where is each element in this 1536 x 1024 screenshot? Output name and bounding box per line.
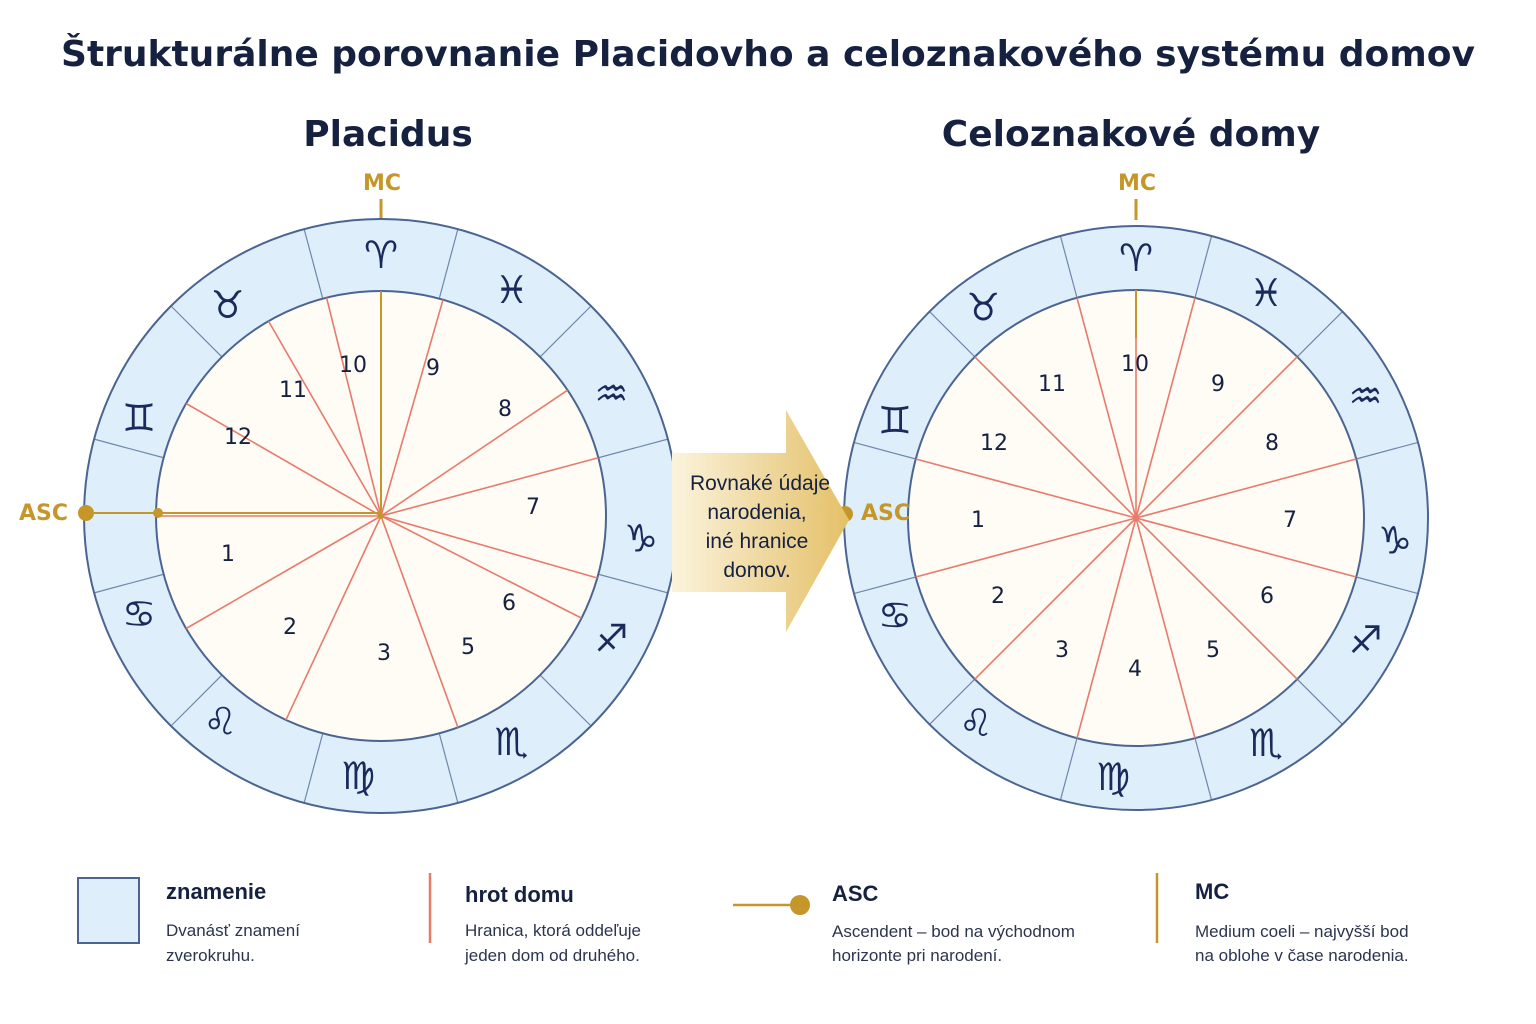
- legend-title-cusp: hrot domu: [465, 882, 574, 907]
- sign-swatch: [78, 878, 139, 943]
- legend-item-mc: [1157, 873, 1409, 965]
- zodiac-sign-glyph: ♑: [1377, 518, 1413, 563]
- house-number: 12: [224, 425, 252, 450]
- whole-sign-chart: [837, 114, 1428, 810]
- legend-desc-sign-2: zverokruhu.: [166, 946, 255, 965]
- zodiac-sign-glyph: ♒: [594, 371, 629, 416]
- house-number: 7: [526, 495, 540, 520]
- legend-desc-mc-2: na oblohe v čase narodenia.: [1195, 946, 1409, 965]
- legend: [78, 873, 1409, 965]
- legend-title-sign: znamenie: [166, 879, 267, 904]
- legend-desc-asc-1: Ascendent – bod na východnom: [832, 922, 1075, 941]
- zodiac-sign-glyph: ♌: [958, 700, 993, 745]
- zodiac-sign-glyph: ♋: [877, 593, 912, 638]
- chart-center: [378, 513, 384, 519]
- house-number: 9: [1211, 372, 1225, 397]
- zodiac-sign-glyph: ♏: [494, 720, 529, 765]
- house-number: 10: [1121, 352, 1149, 377]
- house-number: 3: [377, 641, 391, 666]
- zodiac-sign-glyph: ♐: [1348, 618, 1383, 663]
- arrow-text-line-4: domov.: [723, 559, 791, 582]
- house-number: 9: [426, 356, 440, 381]
- house-number: 5: [461, 635, 475, 660]
- house-number: 5: [1206, 638, 1220, 663]
- house-number: 8: [498, 397, 512, 422]
- placidus-chart: [19, 114, 678, 813]
- house-number: 11: [279, 378, 307, 403]
- arrow-text-line-1: Rovnaké údaje: [689, 472, 831, 495]
- zodiac-sign-glyph: ♓: [1248, 270, 1284, 315]
- legend-desc-cusp-2: jeden dom od druhého.: [465, 946, 640, 965]
- zodiac-sign-glyph: ♐: [594, 616, 629, 661]
- zodiac-sign-glyph: ♈: [1118, 236, 1154, 280]
- house-number: 4: [1128, 657, 1142, 682]
- zodiac-sign-glyph: ♏: [1248, 721, 1284, 766]
- asc-label: ASC: [861, 501, 911, 526]
- zodiac-sign-glyph: ♉: [210, 282, 245, 327]
- zodiac-sign-glyph: ♊: [877, 398, 912, 443]
- zodiac-sign-glyph: ♌: [203, 699, 238, 744]
- legend-desc-cusp-1: Hranica, ktorá oddeľuje: [465, 921, 642, 940]
- legend-item-cusp: [430, 873, 641, 965]
- house-number: 1: [221, 542, 235, 567]
- zodiac-sign-glyph: ♍: [1096, 755, 1131, 800]
- house-number: 1: [971, 508, 985, 533]
- house-number: 8: [1265, 431, 1279, 456]
- main-title: Štrukturálne porovnanie Placidovho a celoznakového systému domov: [61, 34, 1475, 75]
- asc-point: [153, 508, 163, 518]
- house-number: 12: [980, 431, 1008, 456]
- asc-label: ASC: [19, 501, 69, 526]
- arrow-text-line-3: iné hranice: [705, 530, 809, 553]
- mc-label: MC: [1117, 171, 1157, 196]
- zodiac-sign-glyph: ♈: [363, 233, 399, 277]
- legend-desc-asc-2: horizonte pri narodení.: [832, 946, 1003, 965]
- zodiac-sign-glyph: ♋: [121, 591, 157, 636]
- asc-point: [78, 505, 94, 521]
- zodiac-sign-glyph: ♍: [341, 754, 376, 799]
- zodiac-sign-glyph: ♒: [1348, 373, 1383, 418]
- zodiac-sign-glyph: ♑: [623, 516, 659, 561]
- house-number: 6: [502, 591, 516, 616]
- legend-desc-sign-1: Dvanásť znamení: [166, 921, 300, 940]
- legend-item-asc: [733, 881, 1075, 965]
- zodiac-sign-glyph: ♊: [121, 396, 157, 441]
- transition-arrow: [672, 410, 849, 632]
- zodiac-sign-glyph: ♉: [966, 285, 1001, 330]
- house-number: 2: [283, 615, 297, 640]
- asc-swatch-dot: [790, 895, 810, 915]
- arrow-text-line-2: narodenia,: [707, 501, 807, 524]
- house-number: 11: [1038, 372, 1066, 397]
- whole-sign-title: Celoznakové domy: [941, 114, 1321, 155]
- placidus-title: Placidus: [303, 114, 473, 155]
- legend-item-sign: [78, 878, 300, 965]
- house-number: 6: [1260, 584, 1274, 609]
- house-number: 3: [1055, 638, 1069, 663]
- zodiac-sign-glyph: ♓: [494, 267, 529, 312]
- legend-title-asc: ASC: [832, 881, 879, 906]
- legend-desc-mc-1: Medium coeli – najvyšší bod: [1195, 922, 1409, 941]
- house-number: 10: [339, 353, 367, 378]
- legend-title-mc: MC: [1195, 879, 1230, 904]
- mc-label: MC: [362, 171, 402, 196]
- house-number: 7: [1283, 508, 1297, 533]
- house-number: 2: [991, 584, 1005, 609]
